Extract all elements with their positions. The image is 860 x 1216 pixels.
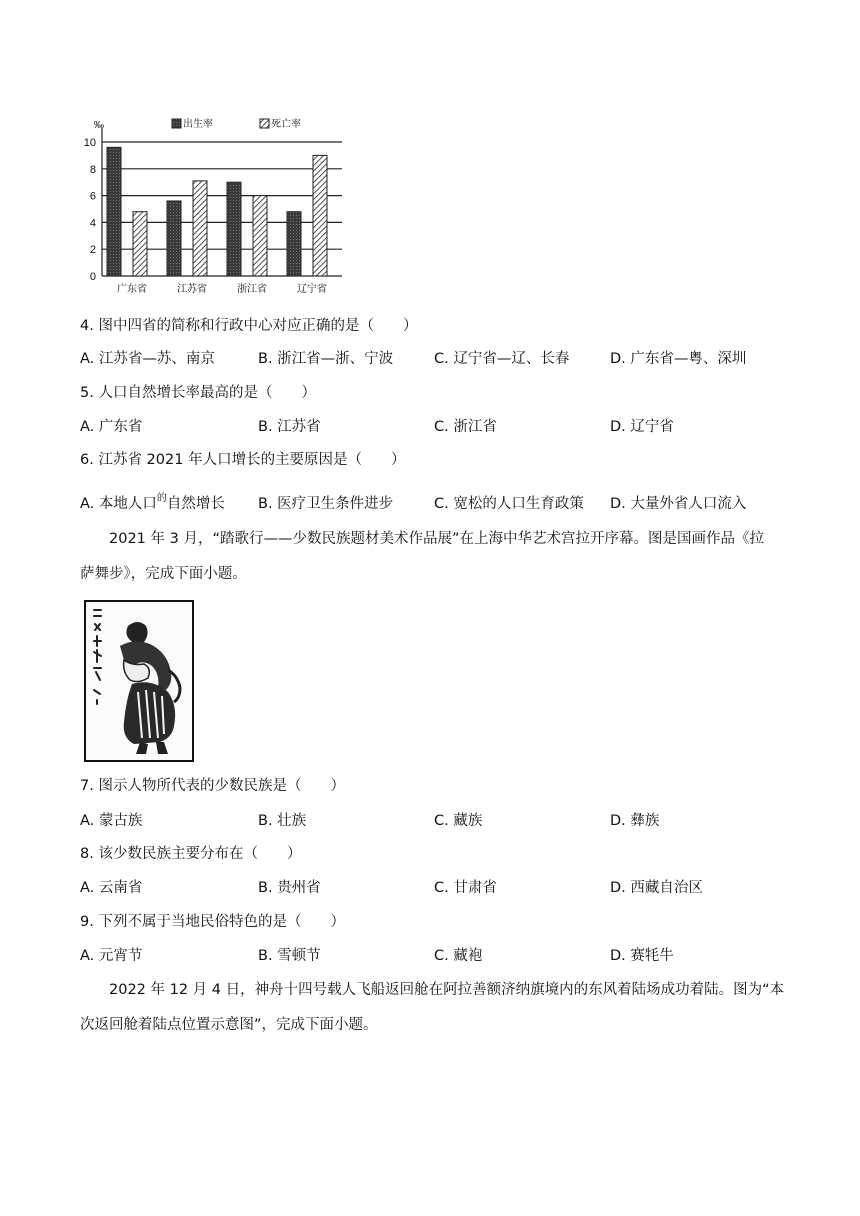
y-tick-label: 10 [83,137,96,149]
q7-option-d: D. 彝族 [610,813,660,829]
y-tick-label: 8 [89,163,96,176]
question-7-stem: 7. 图示人物所代表的少数民族是（ ） [80,778,345,794]
y-tick-label: 2 [89,244,96,257]
q5-option-a: A. 广东省 [80,419,143,435]
q7-option-c: C. 藏族 [434,813,483,829]
q6-option-d: D. 大量外省人口流入 [610,496,747,512]
category-label: 浙江省 [237,284,267,295]
q8-option-a: A. 云南省 [80,880,143,896]
q6-option-a [80,494,225,516]
y-tick-label: 6 [89,190,96,203]
bar [193,181,207,276]
question-4-stem: 4. 图中四省的简称和行政中心对应正确的是（ ） [80,318,418,334]
y-tick-label: 4 [89,217,96,230]
paragraph-1-line-1: 2021 年 3 月，“踏歌行——少数民族题材美术作品展”在上海中华艺术宫拉开序幕。图是国画作品《拉 [109,531,764,547]
q8-option-d: D. 西藏自治区 [610,880,703,896]
unit-label: ‰ [94,120,104,131]
bar [167,201,181,276]
lhasa-dance-painting [84,600,194,762]
q6-option-b: B. 医疗卫生条件进步 [258,496,394,512]
q4-option-c: C. 辽宁省—辽、长春 [434,351,570,367]
y-tick-label: 0 [89,271,96,283]
q5-option-c: C. 浙江省 [434,419,497,435]
q6-option-a-head: A. 本地人口 [80,496,157,512]
q5-option-d: D. 辽宁省 [610,419,674,435]
legend-swatch [260,119,269,128]
q4-option-d: D. 广东省—粤、深圳 [610,351,747,367]
q8-option-b: B. 贵州省 [258,880,321,896]
category-label: 辽宁省 [297,284,327,295]
q9-option-d: D. 赛牦牛 [610,948,674,964]
bar [133,212,147,276]
q9-option-c: C. 藏袍 [434,948,483,964]
q4-option-a: A. 江苏省—苏、南京 [80,351,215,367]
q9-option-a: A. 元宵节 [80,948,143,964]
q6-option-c: C. 宽松的人口生育政策 [434,496,584,512]
q9-option-b: B. 雪顿节 [258,948,321,964]
paragraph-2-line-1: 2022 年 12 月 4 日，神舟十四号载人飞船返回舱在阿拉善额济纳旗境内的东风着陆场成功着陆。图为“本 [109,982,785,998]
chart-svg [80,110,370,300]
paragraph-1-line-2: 萨舞步》，完成下面小题。 [80,566,247,582]
q7-option-b: B. 壮族 [258,813,307,829]
question-5-stem: 5. 人口自然增长率最高的是（ ） [80,385,316,401]
legend-swatch [172,119,181,128]
bar [287,212,301,276]
q6-option-a-tail: 自然增长 [166,496,225,512]
paragraph-2-line-2: 次返回舱着陆点位置示意图”，完成下面小题。 [80,1017,378,1033]
legend-label: 出生率 [183,119,213,130]
bar [313,155,327,276]
bar [253,196,267,276]
bar [227,182,241,276]
bar [107,147,121,276]
category-label: 江苏省 [177,284,207,295]
q6-option-a-sup: 的 [156,493,167,504]
birth-death-rate-chart [80,110,370,300]
q8-option-c: C. 甘肃省 [434,880,497,896]
q7-option-a: A. 蒙古族 [80,813,143,829]
question-8-stem: 8. 该少数民族主要分布在（ ） [80,846,302,862]
question-6-stem: 6. 江苏省 2021 年人口增长的主要原因是（ ） [80,452,406,468]
q5-option-b: B. 江苏省 [258,419,321,435]
legend-label: 死亡率 [271,119,301,130]
q4-option-b: B. 浙江省—浙、宁波 [258,351,394,367]
category-label: 广东省 [117,284,147,295]
question-9-stem: 9. 下列不属于当地民俗特色的是（ ） [80,914,345,930]
